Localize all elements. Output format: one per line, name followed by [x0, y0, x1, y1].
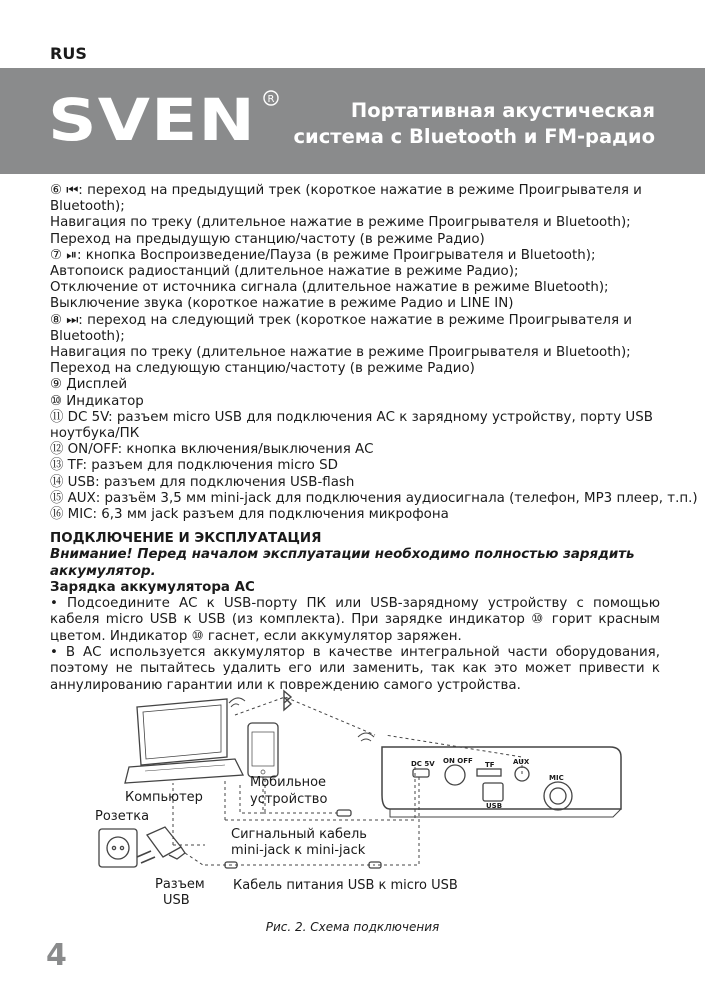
text-line: ноутбука/ПК	[50, 426, 140, 442]
connection-diagram	[85, 685, 625, 915]
smartphone-icon	[248, 723, 278, 777]
title-line-1: Портативная акустическая	[350, 99, 655, 122]
label-mobile-line-2: устройство	[250, 792, 328, 807]
bluetooth-icon	[284, 691, 291, 710]
svg-text:SVEN: SVEN	[48, 90, 256, 150]
text-line: Отключение от источника сигнала (длительное нажатие в режиме Bluetooth);	[50, 280, 609, 296]
connection-section	[50, 531, 660, 694]
port-tf-label: TF	[485, 761, 495, 769]
page-title	[293, 98, 655, 150]
port-dc-label: DC 5V	[411, 760, 435, 768]
port-onoff-label: ON OFF	[443, 757, 473, 765]
text-line: Bluetooth);	[50, 199, 125, 215]
warning-text: Внимание! Перед началом эксплуатации необходимо полностью зарядить аккумулятор.	[50, 547, 635, 579]
text-line: ⑧ ⏭: переход на следующий трек (короткое нажатие в режиме Проигрывателя и	[50, 312, 632, 328]
text-line: Навигация по треку (длительное нажатие в режиме Проигрывателя и Bluetooth);	[50, 215, 631, 231]
text-line: Навигация по треку (длительное нажатие в режиме Проигрывателя и Bluetooth);	[50, 345, 631, 361]
text-line: Переход на следующую станцию/частоту (в режиме Радио)	[50, 361, 475, 377]
label-mobile-line-1: Мобильное	[250, 775, 327, 790]
label-usb-plug-line-1: Разъем	[155, 877, 205, 892]
text-line: ⑬ TF: разъем для подключения micro SD	[50, 458, 338, 474]
subheading: Зарядка аккумулятора АС	[50, 579, 255, 595]
paragraph: • В АС используется аккумулятор в качестве интегральной части оборудования, поэтому не пытайтесь удалить его или заменить, так как это может привести к аннулированию гарантии или к повреждению самого устройства.	[50, 645, 660, 693]
figure-caption: Рис. 2. Схема подключения	[265, 920, 440, 934]
label-outlet: Розетка	[95, 809, 150, 824]
text-line: ⑩ Индикатор	[50, 393, 144, 409]
text-line: ⑦ ⏯: кнопка Воспроизведение/Пауза (в режиме Проигрывателя и Bluetooth);	[50, 247, 596, 263]
text-line: ⑯ MIC: 6,3 мм jack разъем для подключения микрофона	[50, 507, 449, 523]
port-usb-label: USB	[486, 802, 503, 810]
speaker-device	[382, 747, 621, 809]
text-line: ⑨ Дисплей	[50, 377, 128, 393]
language-label: RUS	[50, 44, 87, 63]
page-number: 4	[46, 938, 67, 973]
sven-logo	[48, 90, 280, 150]
text-line: ⑫ ON/OFF: кнопка включения/выключения АС	[50, 442, 374, 458]
text-line: Выключение звука (короткое нажатие в режиме Радио и LINE IN)	[50, 296, 514, 312]
text-line: ⑥ ⏮: переход на предыдущий трек (короткое нажатие в режиме Проигрывателя и	[50, 183, 642, 198]
text-line: Bluetooth);	[50, 328, 125, 344]
text-line: ⑮ AUX: разъём 3,5 мм mini-jack для подключения аудиосигнала (телефон, MP3 плеер, т.п.)	[50, 490, 698, 506]
text-line: ⑪ DC 5V: разъем micro USB для подключения АС к зарядному устройству, порту USB	[50, 409, 653, 425]
port-mic-label: MIC	[549, 774, 564, 782]
controls-description	[50, 183, 698, 523]
wall-outlet-icon	[99, 829, 137, 867]
label-usb-plug-line-2: USB	[163, 893, 190, 908]
label-signal-line-2: mini-jack к mini-jack	[231, 843, 366, 858]
port-aux-label: AUX	[513, 758, 530, 766]
section-heading: ПОДКЛЮЧЕНИЕ И ЭКСПЛУАТАЦИЯ	[50, 531, 322, 546]
text-line: Автопоиск радиостанций (длительное нажатие в режиме Радио);	[50, 264, 519, 280]
charger-icon	[147, 827, 181, 857]
title-line-2: система с Bluetooth и FM-радио	[293, 125, 655, 148]
text-line: Переход на предыдущую станцию/частоту (в режиме Радио)	[50, 231, 485, 247]
svg-text:R: R	[267, 94, 275, 105]
paragraph: • Подсоедините АС к USB-порту ПК или USB-зарядному устройству с помощью кабеля micro USB к USB (из комплекта). При зарядке индикатор ⑩ горит красным цветом. Индикатор ⑩ гаснет, если аккумулятор заряжен.	[50, 596, 660, 644]
label-power-cable: Кабель питания USB к micro USB	[233, 878, 458, 893]
text-line: ⑭ USB: разъем для подключения USB-flash	[50, 474, 355, 490]
label-computer: Компьютер	[125, 790, 203, 805]
label-signal-line-1: Сигнальный кабель	[231, 827, 367, 842]
